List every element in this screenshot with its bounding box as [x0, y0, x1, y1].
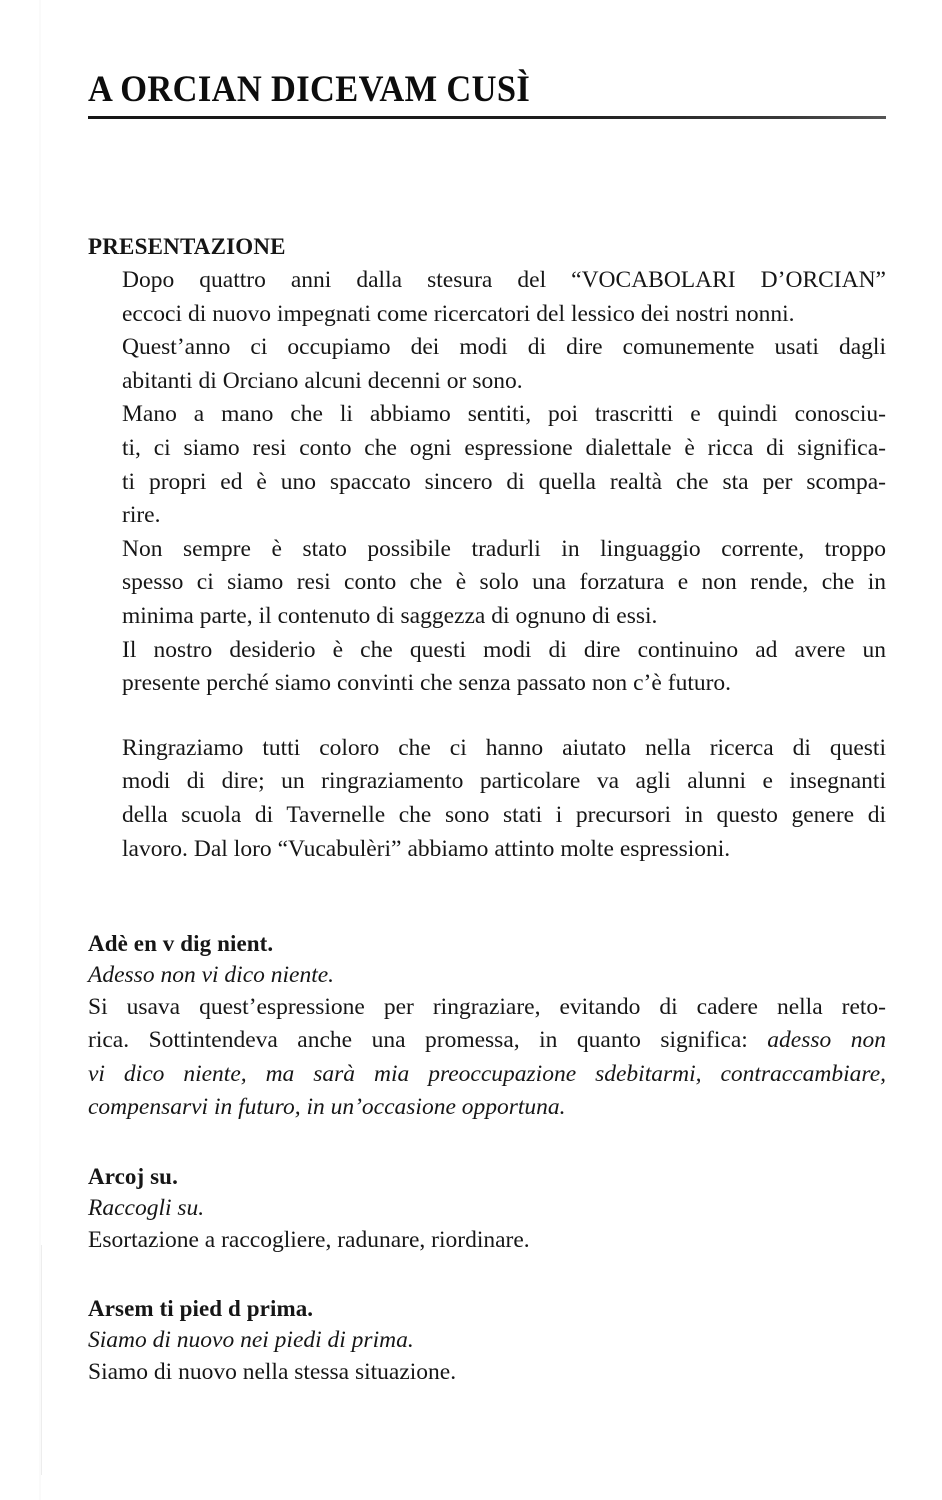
- idiom-entry: [88, 1293, 886, 1389]
- text-line: ti propri ed è uno spaccato sincero di quella realtà che sta per scompa-: [122, 468, 886, 495]
- idiom-term: Arsem ti pied d prima.: [88, 1296, 314, 1322]
- paragraph: [88, 732, 886, 866]
- text-line: lavoro. Dal loro “Vucabulèri” abbiamo attinto molte espressioni.: [122, 835, 731, 862]
- text-line: ti, ci siamo resi conto che ogni espressione dialettale è ricca di significa-: [122, 434, 886, 461]
- idiom-term: Adè en v dig nient.: [88, 931, 274, 956]
- text-line: Ringraziamo tutti coloro che ci hanno aiutato nella ricerca di questi: [122, 734, 886, 761]
- text-line: Siamo di nuovo nella stessa situazione.: [88, 1359, 457, 1386]
- text-line: eccoci di nuovo impegnati come ricercatori del lessico dei nostri nonni.: [122, 300, 795, 327]
- idiom-term: Arcoj su.: [88, 1163, 178, 1189]
- text-line: Il nostro desiderio è che questi modi di dire continuino ad avere un: [122, 636, 886, 663]
- text-line: minima parte, il contenuto di saggezza di ognuno di essi.: [122, 602, 658, 629]
- paragraph: [88, 398, 886, 532]
- text-line: [88, 1024, 886, 1057]
- section-heading-presentazione: PRESENTAZIONE: [88, 234, 286, 259]
- presentation-section: [88, 232, 886, 866]
- page-header: [88, 68, 886, 119]
- text-line: abitanti di Orciano alcuni decenni or sono.: [122, 367, 523, 394]
- idiom-explanation: [88, 991, 886, 1125]
- paragraph: [88, 264, 886, 331]
- text-line: vi dico niente, ma sarà mia preoccupazione sdebitarmi, contraccambiare,: [88, 1060, 886, 1087]
- idiom-explanation: [88, 1356, 886, 1389]
- idiom-explanation: [88, 1224, 886, 1257]
- text-line: Esortazione a raccogliere, radunare, riordinare.: [88, 1226, 530, 1253]
- text-line: Dopo quattro anni dalla stesura del “VOCABOLARI D’ORCIAN”: [122, 267, 886, 293]
- text-line: Si usava quest’espressione per ringraziare, evitando di cadere nella reto-: [88, 994, 886, 1020]
- page-title: A ORCIAN DICEVAM CUSÌ: [88, 69, 531, 110]
- text-line: rire.: [122, 502, 161, 529]
- text-line: modi di dire; un ringraziamento particolare va agli alunni e insegnanti: [122, 768, 886, 795]
- text-line: compensarvi in futuro, in un’occasione opportuna.: [88, 1094, 566, 1121]
- paragraph: [88, 533, 886, 634]
- idiom-literal-translation: Siamo di nuovo nei piedi di prima.: [88, 1327, 414, 1354]
- text-line: Quest’anno ci occupiamo dei modi di dire comunemente usati dagli: [122, 334, 886, 361]
- text-line: presente perché siamo convinti che senza passato non c’è futuro.: [122, 670, 732, 697]
- idiom-entry-list: [88, 928, 886, 1389]
- text-line: della scuola di Tavernelle che sono stati i precursori in questo genere di: [122, 801, 886, 828]
- text-line: Mano a mano che li abbiamo sentiti, poi trascritti e quindi conosciu-: [122, 401, 886, 428]
- idiom-entry: [88, 928, 886, 1125]
- paragraph: [88, 331, 886, 398]
- idiom-literal-translation: Raccogli su.: [88, 1194, 205, 1221]
- scan-edge-artifact-lower: [41, 1245, 42, 1475]
- header-rule: [88, 116, 886, 119]
- text-line: Non sempre è stato possibile tradurli in linguaggio corrente, troppo: [122, 535, 886, 562]
- text-run-italic: adesso non: [767, 1027, 886, 1054]
- text-run: rica. Sottintendeva anche una promessa, in quanto significa:: [88, 1027, 768, 1054]
- paragraph: [88, 634, 886, 701]
- text-line: spesso ci siamo resi conto che è solo una forzatura e non rende, che in: [122, 569, 886, 596]
- idiom-literal-translation: Adesso non vi dico niente.: [88, 962, 335, 988]
- presentation-body: [88, 264, 886, 866]
- idiom-entry: [88, 1161, 886, 1257]
